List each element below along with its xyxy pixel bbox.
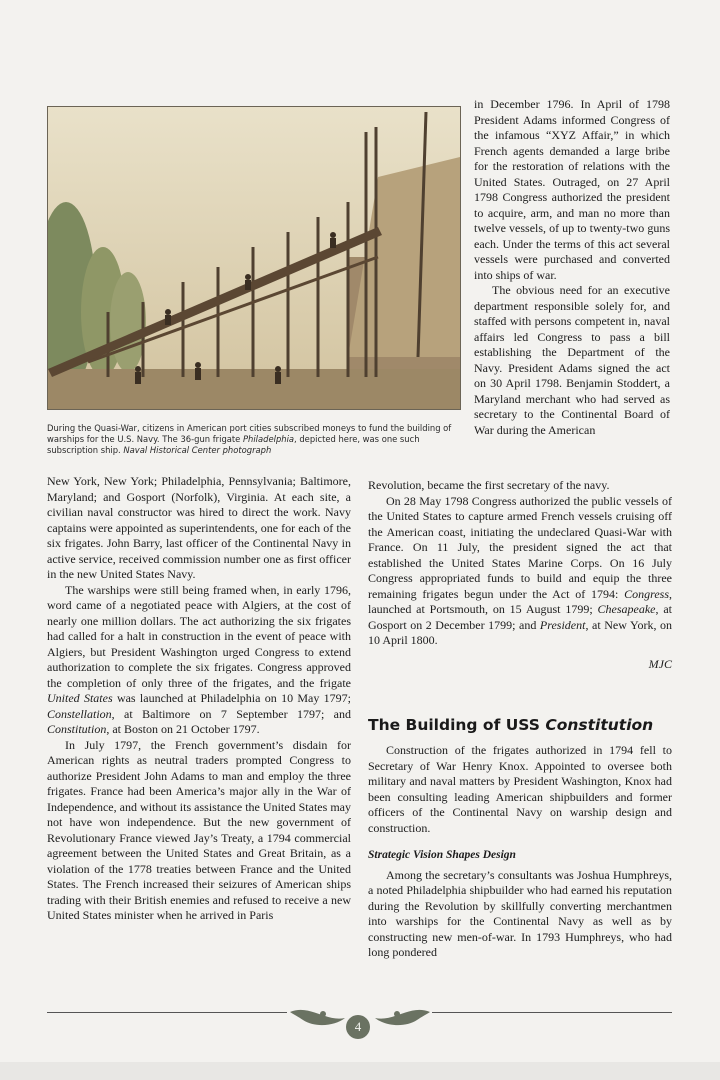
caption-ship-name: Philadelphia <box>243 434 295 444</box>
ship-name: Chesapeake <box>597 602 656 616</box>
frigate-construction-illustration <box>47 106 461 410</box>
ship-name: Constellation <box>47 706 112 721</box>
text-run: On 28 May 1798 Congress authorized the public vessels of the United States to capture armed French vessels cruising off the American coast, initiating the undeclared Quasi-War with France. On 11 July, the president signed the act that established the United States Marine Corps. On 16 July Congress appropriated funds to build and equip the three remaining frigates begun under the Act of 1794: <box>368 493 672 601</box>
paragraph: Construction of the frigates authorized in 1794 fell to Secretary of War Henry Knox. Appointed to oversee both military and naval matters by President Washington, Knox had been consulting leading American shipbuilders and former officers of the Continental Navy on warship design and construction. <box>368 743 672 835</box>
ship-name: Congress <box>624 586 669 601</box>
ship-name: Constitution <box>47 722 107 736</box>
figure-caption <box>47 423 459 456</box>
author-initials: MJC <box>648 656 672 671</box>
right-column-lower <box>368 743 672 961</box>
ship-name: President <box>539 617 586 632</box>
ship-name: United States <box>47 691 113 705</box>
section-heading <box>368 716 653 734</box>
paragraph: Revolution, became the first secretary of the navy. <box>368 478 610 492</box>
paragraph: New York, New York; Philadelphia, Pennsylvania; Baltimore, Maryland; and Gosport (Norfolk), Virginia. At each site, a civilian naval constructor was hired to direct the work. Navy captains were appointed as superintendents, one for each of the six frigates. John Barry, last officer of the Continental Navy in active service, received commission number one as first officer in the new United States Navy. <box>47 474 351 581</box>
text-run: , launched at Portsmouth, on 15 August 1799; <box>368 586 672 616</box>
page-number: 4 <box>346 1015 370 1039</box>
text-run: , at New York, on 10 April 1800. <box>368 617 672 647</box>
paragraph <box>47 583 351 738</box>
heading-text: The Building of USS <box>368 716 546 734</box>
footer-rule-left <box>47 1012 287 1013</box>
shipyard-engraving <box>48 107 460 409</box>
text-run: The warships were still being framed when, in early 1796, word came of a negotiated peace with Algiers, at the cost of nearly one million dollars. The act authorizing the six frigates had called for a halt in construction in the event of peace with Algiers, but President Washington urged Congress to extend authorization to complete the six frigates. Congress approved the completion of only three of the frigates, and the frigate <box>47 582 351 690</box>
paragraph: In July 1797, the French government’s disdain for American rights as neutral traders prompted Congress to authorize President John Adams to man and employ the three frigates. France had been America’s major ally in the War of Independence, and without its assistance the United States may not have won independence. But the new government of Revolutionary France viewed Jay’s Treaty, a 1794 commercial agreement between the United States and Great Britain, as a violation of the 1778 treaties between France and the United States. The French increased their seizures of American ships trading with their British enemies and refused to receive a new United States minister when he arrived in Paris <box>47 737 351 922</box>
paragraph: The obvious need for an executive department responsible solely for, and staffed with persons competent in, naval affairs led Congress to pass a bill establishing the Department of the Navy. President Adams signed the act on 30 April 1798. Benjamin Stoddert, a Maryland merchant who had served as secretary to the Continental Board of War during the American <box>474 283 670 437</box>
caption-text-2: , depicted here, was one such subscription ship. <box>47 434 420 455</box>
bottom-band <box>0 1062 720 1080</box>
left-column <box>47 474 351 924</box>
paragraph <box>368 494 672 649</box>
text-run: , at Boston on 21 October 1797. <box>106 722 260 736</box>
footer-rule-right <box>432 1012 672 1013</box>
text-run: , at Baltimore on 7 September 1797; and <box>111 706 351 721</box>
paragraph: in December 1796. In April of 1798 President Adams informed Congress of the infamous “XYZ Affair,” in which French agents demanded a large bribe for the restoration of relations with the United States. Outraged, on 27 April 1798 Congress authorized the president to acquire, arm, and man no more than twelve vessels, of up to twenty-two guns each. Under the terms of this act several vessels were purchased and converted into ships of war. <box>474 97 670 282</box>
caption-credit: Naval Historical Center photograph <box>123 445 272 455</box>
paragraph: Among the secretary’s consultants was Joshua Humphreys, a noted Philadelphia shipbuilder who had earned his reputation during the Revolution by skillfully converting merchantmen into warships for the Continental Navy as well as by constructing new men-of-war. In 1793 Humphreys, who had long pondered <box>368 867 672 959</box>
caption-text: During the Quasi-War, citizens in American port cities subscribed moneys to fund the building of warships for the U.S. Navy. The 36-gun frigate <box>47 423 452 444</box>
text-run: , at Gosport on 2 December 1799; and <box>368 602 672 632</box>
right-column-middle <box>368 478 672 672</box>
text-run: was launched at Philadelphia on 10 May 1797; <box>112 691 352 705</box>
heading-ship-name: Constitution <box>545 716 654 734</box>
right-column-top <box>474 97 670 438</box>
subsection-heading: Strategic Vision Shapes Design <box>368 849 516 861</box>
